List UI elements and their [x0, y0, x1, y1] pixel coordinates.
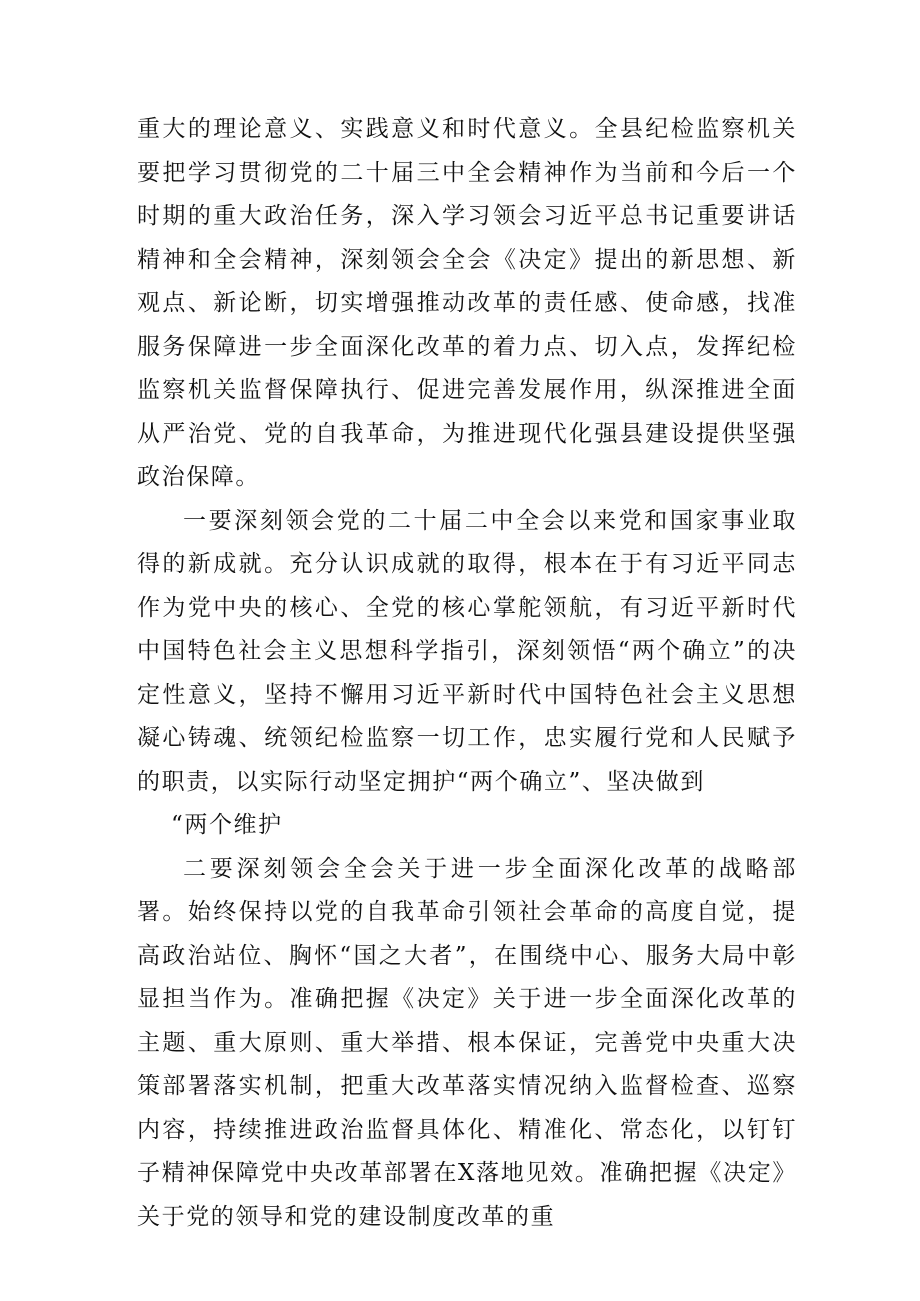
paragraph-1: 重大的理论意义、实践意义和时代意义。全县纪检监察机关要把学习贯彻党的二十届三中全会精神作为当前和今后一个时期的重大政治任务，深入学习领会习近平总书记重要讲话精神和全会精神，深刻领会全会《决定》提出的新思想、新观点、新论断，切实增强推动改革的责任感、使命感，找准服务保障进一步全面深化改革的着力点、切入点，发挥纪检监察机关监督保障执行、促进完善发展作用，纵深推进全面从严治党、党的自我革命，为推进现代化强县建设提供坚强政治保障。	[137, 116, 797, 490]
paragraph-2: 一要深刻领会党的二十届二中全会以来党和国家事业取得的新成就。充分认识成就的取得，根本在于有习近平同志作为党中央的核心、全党的核心掌舵领航，有习近平新时代中国特色社会主义思想科学指引，深刻领悟“两个确立”的决定性意义，坚持不懈用习近平新时代中国特色社会主义思想凝心铸魂、统领纪检监察一切工作，忠实履行党和人民赋予的职责，以实际行动坚定拥护“两个确立”、坚决做到	[137, 507, 797, 795]
document-body	[137, 108, 797, 1239]
paragraph-3-fragment: “两个维护	[171, 812, 283, 838]
paragraph-4: 二要深刻领会全会关于进一步全面深化改革的战略部署。始终保持以党的自我革命引领社会革命的高度自觉，提高政治站位、胸怀“国之大者”，在围绕中心、服务大局中彰显担当作为。准确把握《决定》关于进一步全面深化改革的主题、重大原则、重大举措、根本保证，完善党中央重大决策部署落实机制，把重大改革落实情况纳入监督检查、巡察内容，持续推进政治监督具体化、精准化、常态化，以钉钉子精神保障党中央改革部署在X落地见效。准确把握《决定》关于党的领导和党的建设制度改革的重	[137, 855, 797, 1230]
